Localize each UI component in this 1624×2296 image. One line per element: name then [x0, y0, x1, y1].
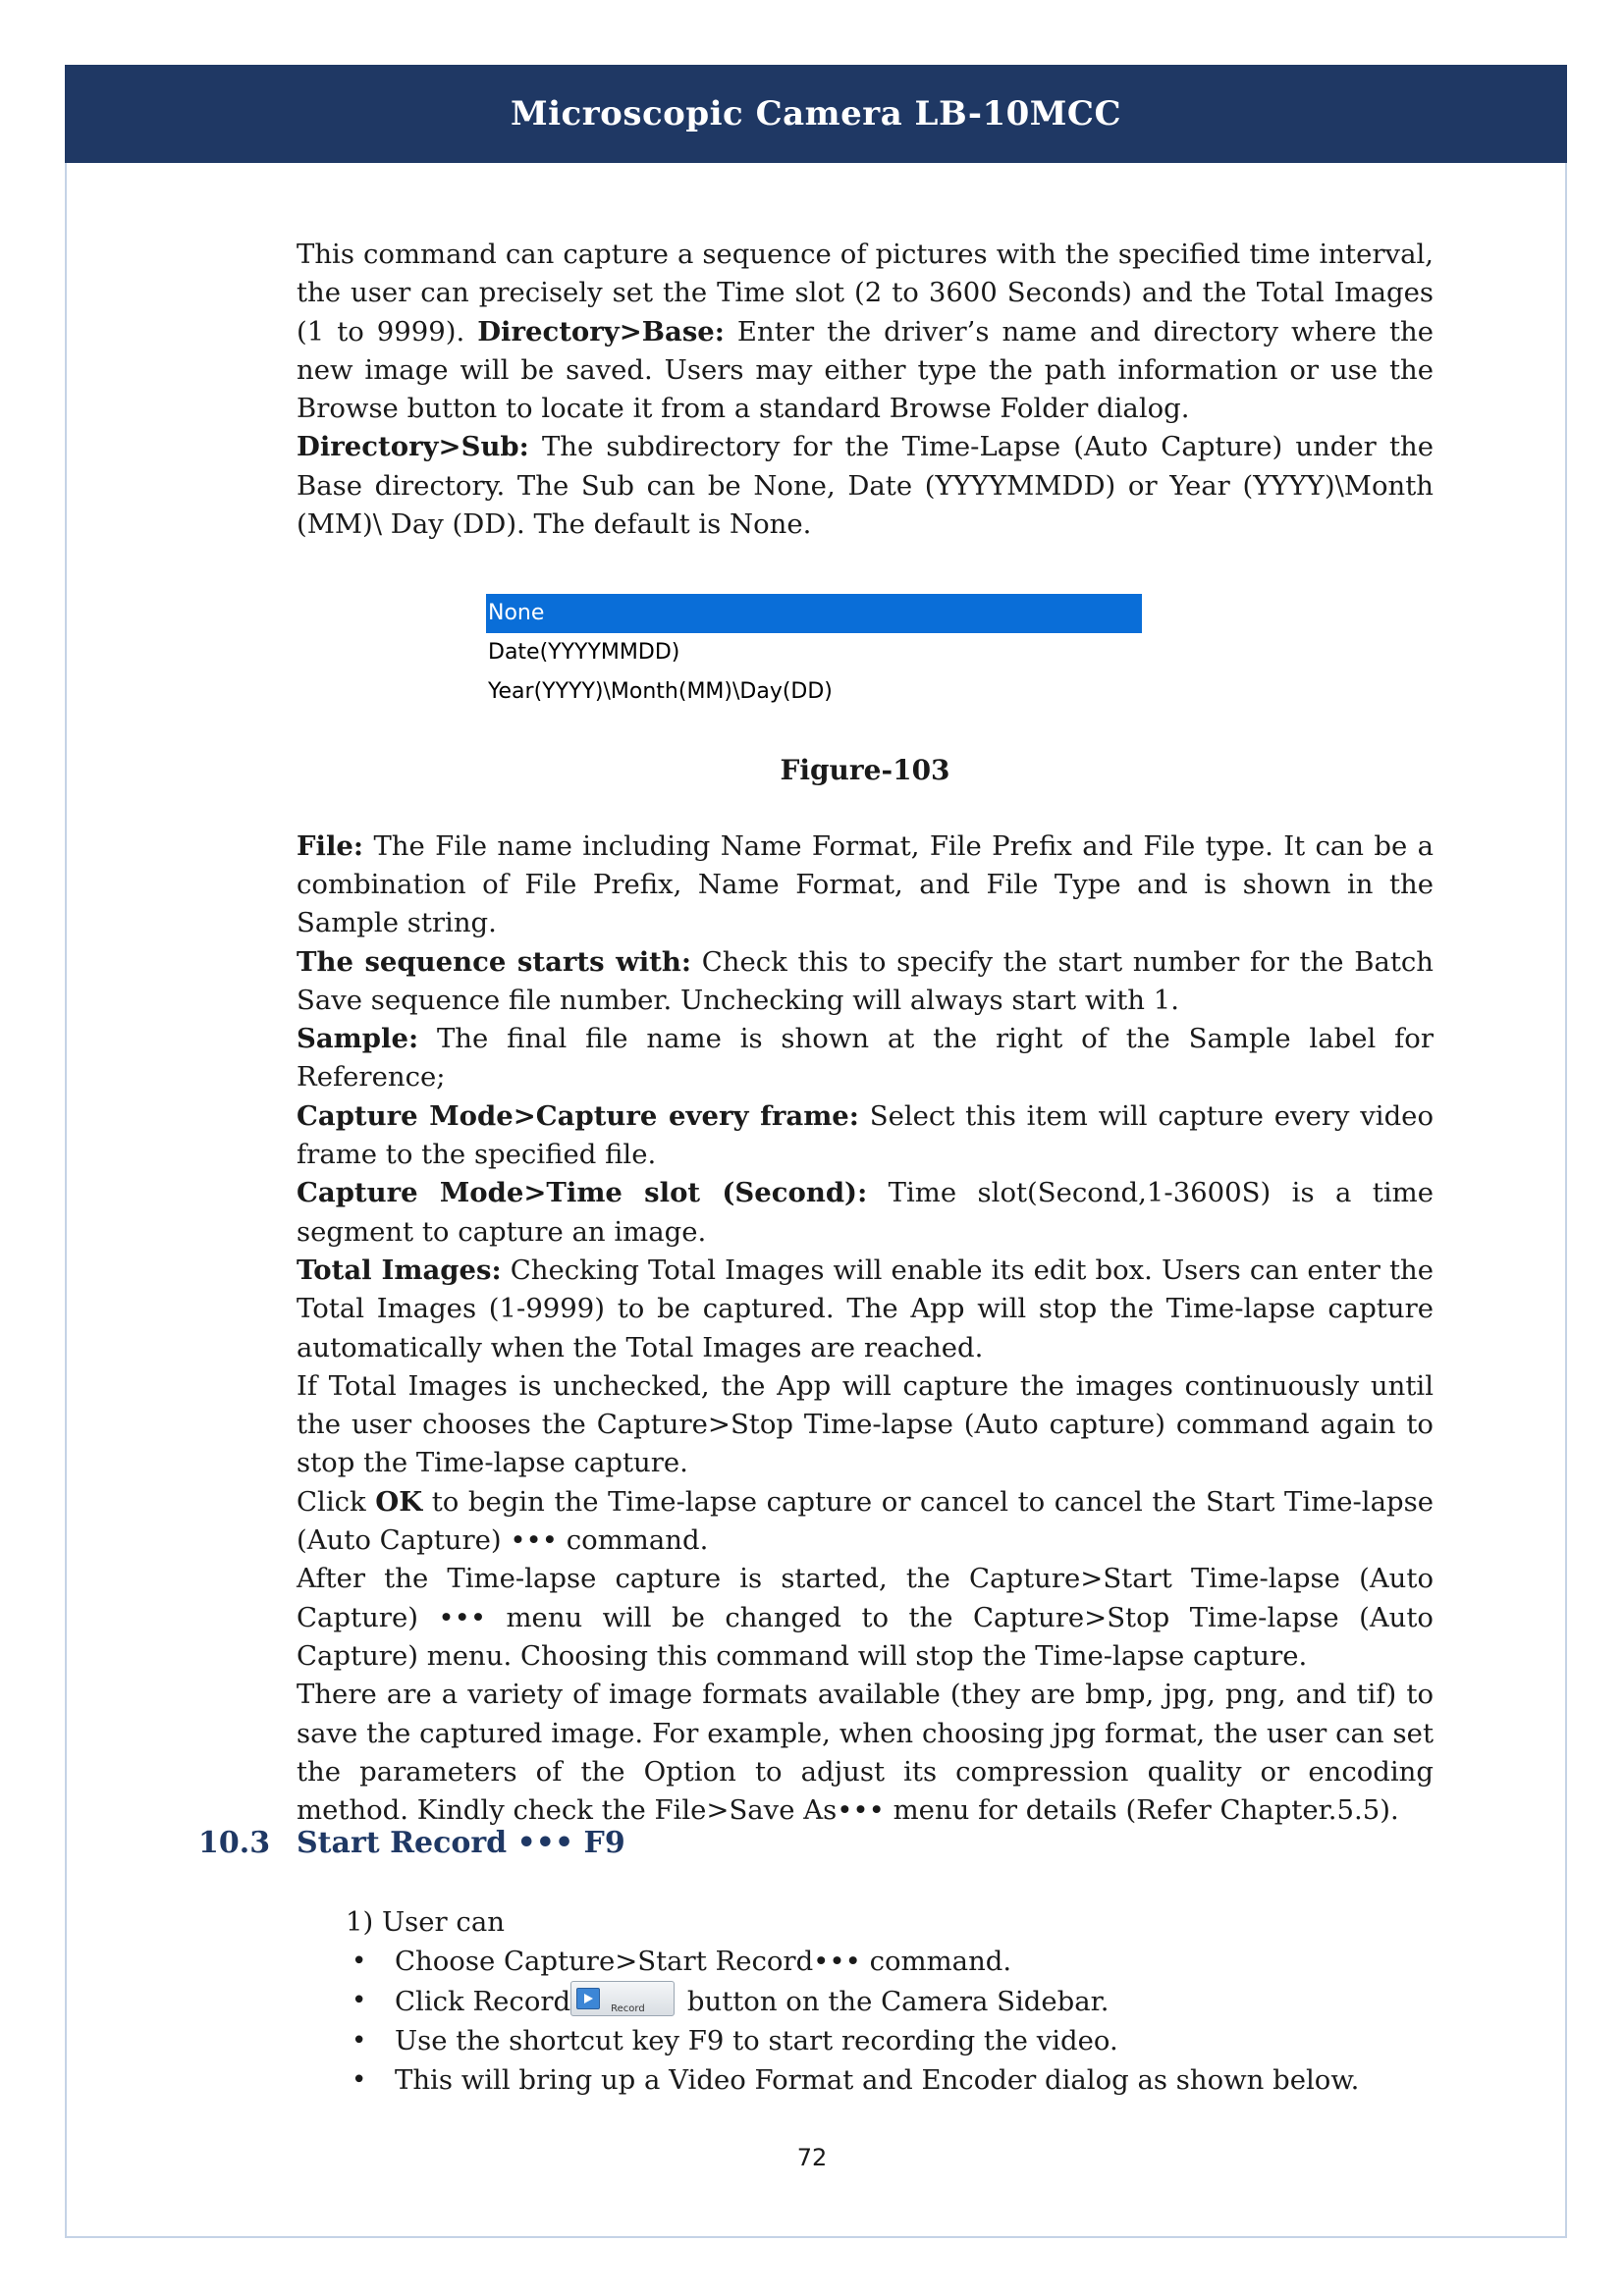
sample-paragraph: Sample: The final file name is shown at the right of the Sample label for Reference; [297, 1023, 1434, 1094]
option-date: Date(YYYYMMDD) [488, 640, 680, 666]
list-item: • Click Record Record button on the Camera Sidebar. [346, 1981, 1435, 2021]
click-ok-paragraph: Click OK to begin the Time-lapse capture or cancel to cancel the Start Time-lapse (Auto Capture) ••• command. [297, 1485, 1434, 1557]
record-button-label: Record [611, 2003, 645, 2014]
figure-caption: Figure-103 [780, 754, 950, 787]
option-year-month-day: Year(YYYY)\Month(MM)\Day(DD) [488, 679, 833, 705]
option-none: None [486, 594, 1142, 633]
after-start-paragraph: After the Time-lapse capture is started, the Capture>Start Time-lapse (Auto Capture) ••• menu will be changed to the Capture>Stop Time-lapse (Auto Capture) menu. Choosing this command will stop the Time-lapse capture. [297, 1563, 1434, 1672]
sub-directory-options-list [486, 594, 1142, 712]
step-1: 1) User can [346, 1906, 505, 1938]
step-1-bullets [346, 1942, 1435, 2100]
directory-base-label: Directory>Base: [477, 315, 725, 347]
capture-every-frame-paragraph: Capture Mode>Capture every frame: Select this item will capture every video frame to the specified file. [297, 1099, 1435, 1171]
image-formats-paragraph: There are a variety of image formats available (they are bmp, jpg, png, and tif) to save the captured image. For example, when choosing jpg format, the user can set the parameters of the Option to adjust its compression quality or encoding method. Kindly check the File>Save As••• menu for details (Refer Chapter.5.5). [297, 1679, 1434, 1827]
section-title: Start Record ••• F9 [297, 1826, 625, 1860]
time-slot-paragraph: Capture Mode>Time slot (Second): Time slot(Second,1-3600S) is a time segment to capture an image. [297, 1177, 1434, 1248]
record-button-image [570, 1981, 675, 2016]
sequence-paragraph: The sequence starts with: Check this to specify the start number for the Batch Save sequence file number. Unchecking will always start with 1. [297, 945, 1434, 1016]
intro-paragraph: This command can capture a sequence of pictures with the specified time interval, the user can precisely set the Time slot (2 to 3600 Seconds) and the Total Images (1 to 9999). Directory>Base: Enter the driver’s name and directory where the new image will be saved. Users may either type the path information or use the Browse button to locate it from a standard Browse Folder dialog. [297, 239, 1434, 425]
section-heading [198, 1826, 625, 1860]
unchecked-paragraph: If Total Images is unchecked, the App will capture the images continuously until the user chooses the Capture>Stop Time-lapse (Auto capture) command again to stop the Time-lapse capture. [297, 1369, 1434, 1479]
list-item: • This will bring up a Video Format and Encoder dialog as shown below. [346, 2060, 1435, 2100]
section-number: 10.3 [198, 1826, 271, 1860]
record-icon [576, 1988, 600, 2009]
directory-sub-paragraph: Directory>Sub: The subdirectory for the Time-Lapse (Auto Capture) under the Base directory. The Sub can be None, Date (YYYYMMDD) or Year (YYYY)\Month (MM)\ Day (DD). The default is None. [297, 431, 1434, 541]
page-number: 72 [796, 2144, 828, 2171]
document-header [65, 65, 1567, 163]
list-item: • Choose Capture>Start Record••• command. [346, 1942, 1435, 1981]
directory-sub-label: Directory>Sub: [297, 431, 529, 463]
list-item: • Use the shortcut key F9 to start recording the video. [346, 2021, 1435, 2060]
document-title: Microscopic Camera LB-10MCC [510, 94, 1122, 133]
main-content [297, 236, 1434, 1830]
total-images-paragraph: Total Images: Checking Total Images will enable its edit box. Users can enter the Total Images (1-9999) to be captured. The App will stop the Time-lapse capture automatically when the Total Images are reached. [297, 1254, 1434, 1363]
section-steps [346, 1902, 1435, 2100]
file-paragraph: File: The File name including Name Format, File Prefix and File type. It can be a combination of File Prefix, Name Format, and File Type and is shown in the Sample string. [297, 829, 1434, 939]
